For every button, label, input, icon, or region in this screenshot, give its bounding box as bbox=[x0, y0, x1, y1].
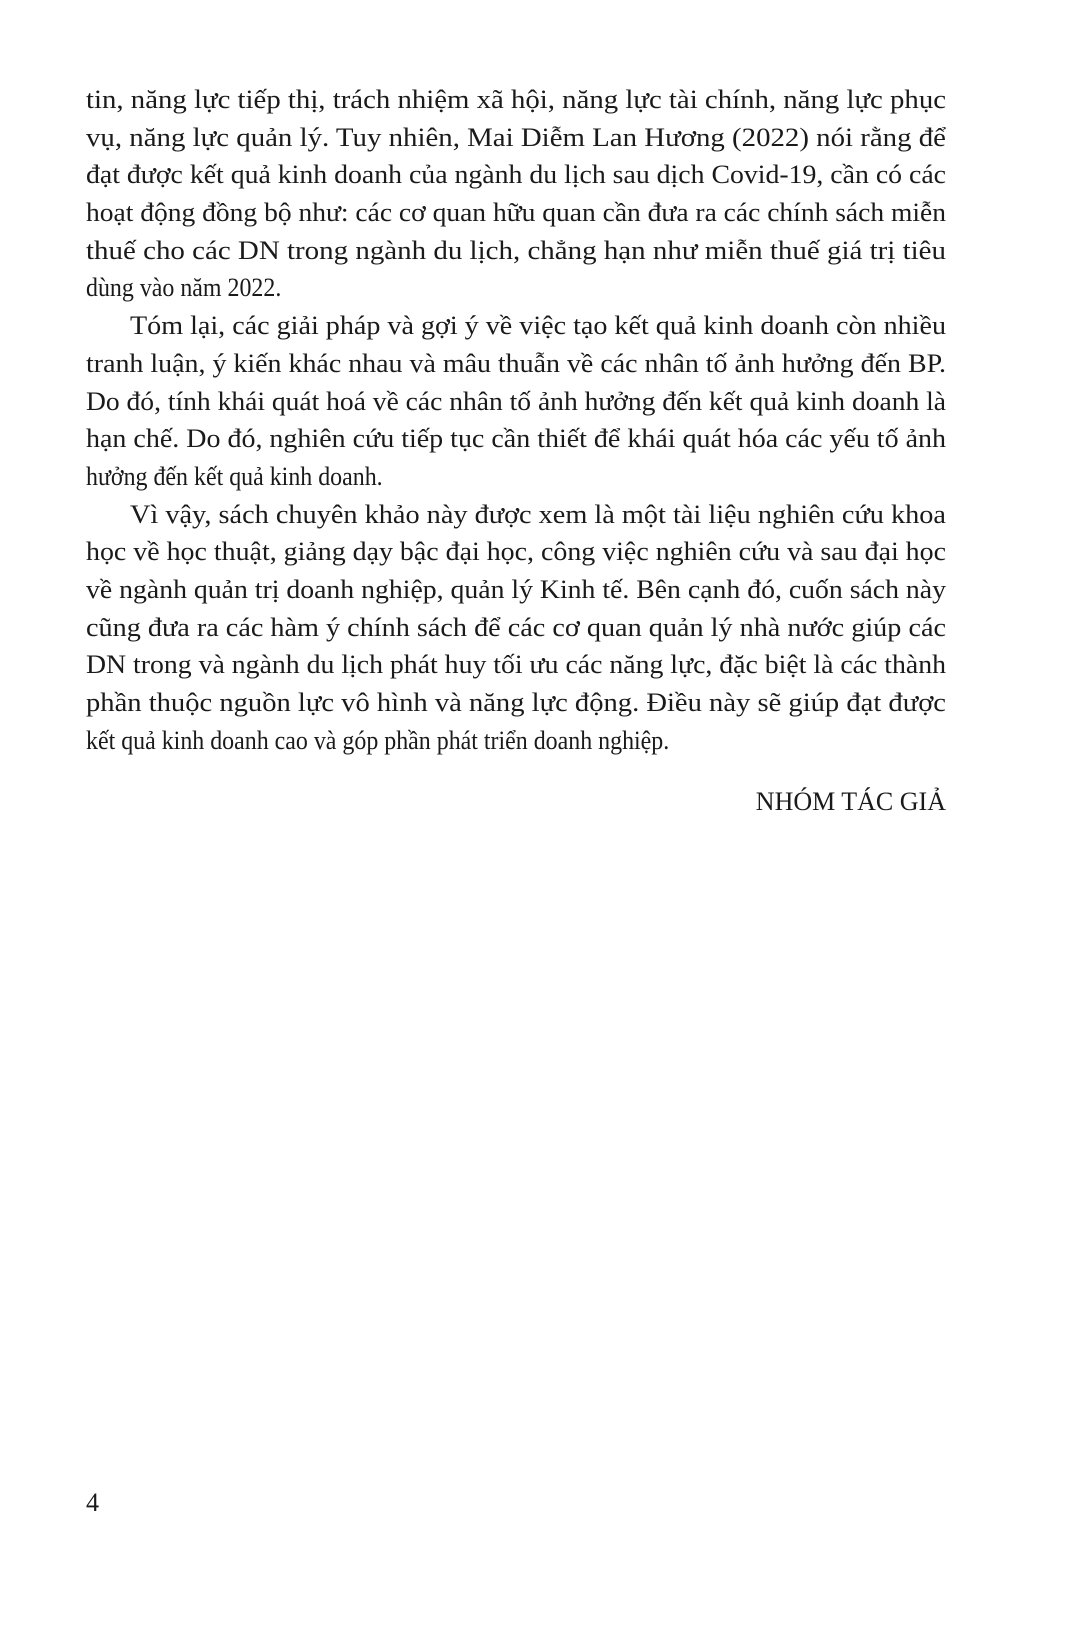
line-text: cũng đưa ra các hàm ý chính sách để các cơ quan quản lý nhà nước giúp các bbox=[86, 612, 946, 642]
line-text: dùng vào năm 2022. bbox=[86, 273, 282, 303]
text-line bbox=[86, 533, 946, 571]
line-text: học về học thuật, giảng dạy bậc đại học, công việc nghiên cứu và sau đại học bbox=[86, 537, 946, 567]
text-line bbox=[86, 307, 946, 345]
paragraph bbox=[86, 307, 946, 495]
signature: NHÓM TÁC GIẢ bbox=[755, 787, 946, 816]
line-text: vụ, năng lực quản lý. Tuy nhiên, Mai Diễm Lan Hương (2022) nói rằng để bbox=[86, 122, 946, 152]
line-text: đạt được kết quả kinh doanh của ngành du lịch sau dịch Covid-19, cần có các bbox=[86, 160, 946, 190]
text-line bbox=[86, 232, 946, 270]
line-text: về ngành quản trị doanh nghiệp, quản lý Kinh tế. Bên cạnh đó, cuốn sách này bbox=[86, 574, 946, 604]
paragraph bbox=[86, 496, 946, 760]
line-text: hạn chế. Do đó, nghiên cứu tiếp tục cần thiết để khái quát hóa các yếu tố ảnh bbox=[86, 424, 947, 454]
line-text: Tóm lại, các giải pháp và gợi ý về việc tạo kết quả kinh doanh còn nhiều bbox=[130, 311, 946, 341]
body-text bbox=[86, 81, 946, 759]
text-line bbox=[86, 269, 946, 307]
text-line bbox=[86, 194, 946, 232]
text-line bbox=[86, 156, 946, 194]
text-line bbox=[86, 345, 946, 383]
paragraph bbox=[86, 81, 946, 307]
text-line bbox=[86, 119, 946, 157]
text-line bbox=[86, 81, 946, 119]
line-text: DN trong và ngành du lịch phát huy tối ưu các năng lực, đặc biệt là các thành bbox=[86, 650, 946, 680]
text-line bbox=[86, 383, 946, 421]
line-text: phần thuộc nguồn lực vô hình và năng lực động. Điều này sẽ giúp đạt được bbox=[86, 688, 946, 717]
line-text: tranh luận, ý kiến khác nhau và mâu thuẫn về các nhân tố ảnh hưởng đến BP. bbox=[86, 348, 947, 378]
text-line bbox=[86, 722, 946, 760]
line-text: kết quả kinh doanh cao và góp phần phát triển doanh nghiệp. bbox=[86, 725, 670, 755]
text-line bbox=[86, 646, 946, 684]
text-line bbox=[86, 420, 946, 458]
line-text: tin, năng lực tiếp thị, trách nhiệm xã hội, năng lực tài chính, năng lực phục bbox=[86, 85, 946, 114]
text-line bbox=[86, 684, 946, 722]
line-text: Do đó, tính khái quát hoá về các nhân tố ảnh hưởng đến kết quả kinh doanh là bbox=[86, 386, 946, 416]
line-text: hoạt động đồng bộ như: các cơ quan hữu quan cần đưa ra các chính sách miễn bbox=[86, 198, 946, 228]
text-line bbox=[86, 458, 946, 496]
text-line bbox=[86, 571, 946, 609]
line-text: thuế cho các DN trong ngành du lịch, chẳng hạn như miễn thuế giá trị tiêu bbox=[86, 235, 946, 265]
page-number: 4 bbox=[86, 1488, 99, 1517]
line-text: hưởng đến kết quả kinh doanh. bbox=[86, 461, 383, 491]
text-line bbox=[86, 609, 946, 647]
text-line bbox=[86, 496, 946, 534]
line-text: Vì vậy, sách chuyên khảo này được xem là một tài liệu nghiên cứu khoa bbox=[130, 499, 947, 529]
